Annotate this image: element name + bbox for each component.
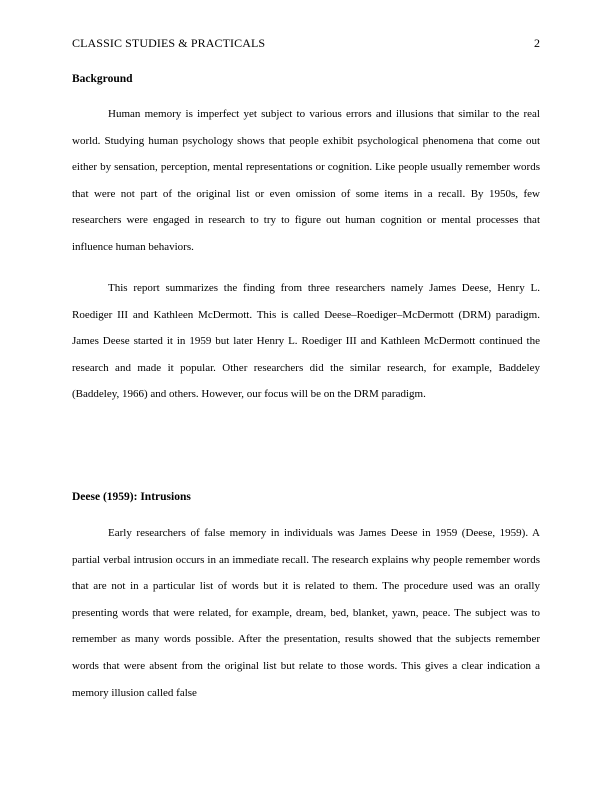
- paragraph-deese-1: Early researchers of false memory in individuals was James Deese in 1959 (Deese, 1959). A partial verbal intrusion occurs in an immediate recall. The research explains why people remember words that are not in a particular list of words but it is related to them. The procedure used was an orally presenting words that were related, for example, dream, bed, blanket, yawn, peace. The subject was to remember as many words possible. After the presentation, results showed that the subjects remember words that were absent from the original list but relate to those words. This gives a clear indication a memory illusion called false: [72, 527, 540, 699]
- paragraph-background-2: This report summarizes the finding from three researchers namely James Deese, Henry L. Roediger III and Kathleen McDermott. This is called Deese–Roediger–McDermott (DRM) paradigm. James Deese started it in 1959 but later Henry L. Roediger III and Kathleen McDermott continued the research and made it popular. Other researchers did the similar research, for example, Baddeley (Baddeley, 1966) and others. However, our focus will be on the DRM paradigm.: [72, 282, 540, 401]
- section-heading-background: Background: [72, 73, 133, 85]
- running-head: CLASSIC STUDIES & PRACTICALS: [72, 36, 266, 50]
- page-number: 2: [534, 36, 540, 50]
- section-heading-deese: Deese (1959): Intrusions: [72, 491, 191, 503]
- paragraph-background-1: Human memory is imperfect yet subject to various errors and illusions that similar to the real world. Studying human psychology shows that people exhibit psychological phenomena that come out either by sensation, perception, mental representations or cognition. Like people usually remember words that were not part of the original list or even omission of some items in a recall. By 1950s, few researchers were engaged in research to try to figure out human cognition or mental processes that influence human behaviors.: [72, 108, 540, 253]
